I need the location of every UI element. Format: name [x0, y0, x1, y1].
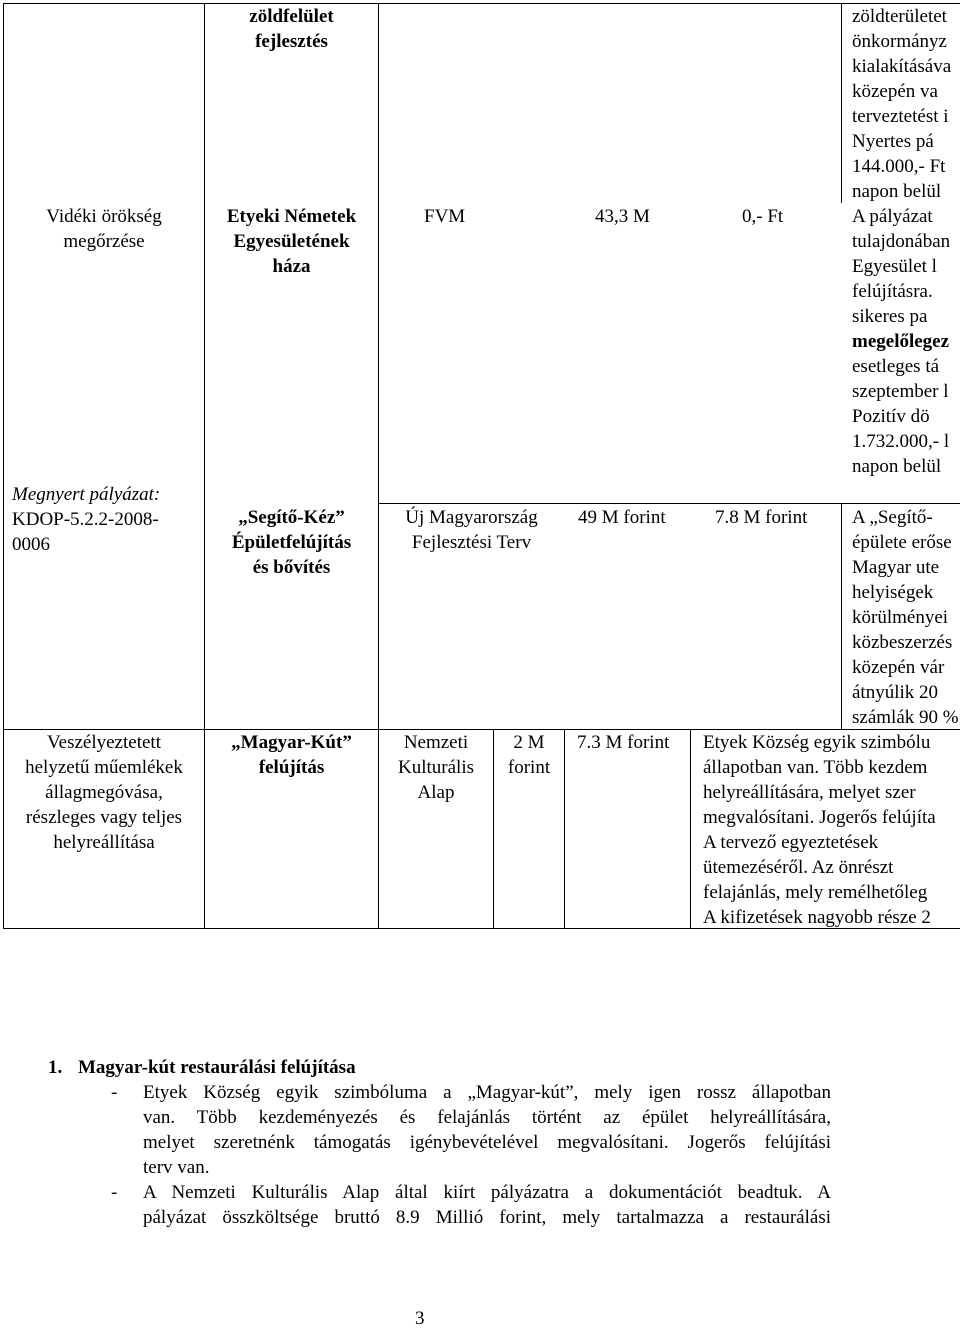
cell-videki: Vidéki örökség megőrzése: [46, 206, 162, 252]
amount-umft-own: 7.8 M forint: [715, 507, 808, 528]
megnyert-label: Megnyert pályázat:: [12, 484, 161, 505]
bullet-dash-2: -: [111, 1182, 118, 1203]
desc-zold: zöldterületet önkormányz kialakításáva közepén va terveztetést i Nyertes pá 144.000,- Ft napon belül: [852, 6, 952, 202]
table-top-border: [3, 3, 960, 4]
kdop-code: KDOP-5.2.2-2008- 0006: [12, 509, 159, 555]
cell-veszely: Veszélyeztetett helyzetű műemlékek állagmegóvása, részleges vagy teljes helyreállítása: [25, 732, 183, 853]
amount-fvm-total: 43,3 M: [595, 206, 650, 227]
table-bottom-border: [3, 928, 960, 929]
amount-umft-total: 49 M forint: [578, 507, 666, 528]
bullet-paragraph-2: A Nemzeti Kulturális Alap által kiírt pályázatra a dokumentációt beadtuk. A pályázat összköltsége bruttó 8.9 Millió forint, mely tartalmazza a restaurálási: [143, 1182, 831, 1228]
amount-fvm-own: 0,- Ft: [742, 206, 784, 227]
amount-nka-own: 7.3 M forint: [577, 732, 670, 753]
desc-magyar: Etyek Község egyik szimbólu állapotban van. Több kezdem helyreállítására, melyet szer megvalósítani. Jogerős felújíta A tervező egyeztetések ütemezéséről. Az önrészt felajánlás, mely remélhetőleg A kifizetések nagyobb része 2: [703, 732, 936, 928]
col-divider-desc-top: [841, 3, 842, 203]
source-umft: Új Magyarország Fejlesztési Terv: [405, 507, 538, 553]
source-fvm: FVM: [424, 206, 466, 227]
cell-segito: „Segítő-Kéz” Épületfelújítás és bővítés: [231, 507, 352, 578]
cell-magyar: „Magyar-Kút” felújítás: [231, 732, 352, 778]
desc-fvm: A pályázat tulajdonában Egyesület l felújításra. sikeres pa megelőlegez esetleges tá szeptember l Pozitív dö 1.732.000,- l napon belül: [852, 206, 951, 477]
amount-nka-total: 2 M forint: [507, 732, 551, 778]
cell-zold: zöldfelület fejlesztés: [249, 6, 334, 52]
section-number: 1.: [48, 1057, 63, 1078]
col-divider-1: [204, 3, 205, 929]
section-title: Magyar-kút restaurálási felújítása: [78, 1057, 356, 1078]
row-divider-segito: [378, 503, 960, 504]
bullet-paragraph-1: Etyek Község egyik szimbóluma a „Magyar-kút”, mely igen rossz állapotban van. Több kezdeményezés és felajánlás történt az épület helyreállítására, melyet szeretnénk támogatás igénybevételével megvalósítani. Jogerős felújítási terv van.: [143, 1082, 831, 1178]
col-divider-4: [690, 729, 691, 929]
cell-etyeki: Etyeki Németek Egyesületének háza: [226, 206, 357, 277]
page-number: 3: [415, 1308, 425, 1329]
col-divider-desc-mid: [841, 503, 842, 729]
source-nka: Nemzeti Kulturális Alap: [398, 732, 474, 803]
bullet-dash-1: -: [111, 1082, 118, 1103]
col-divider-3b: [564, 729, 565, 929]
desc-segito: A „Segítő- épülete erőse Magyar ute helyiségek körülményei közbeszerzés közepén vár átnyúlik 20 számlák 90 %: [852, 507, 959, 728]
